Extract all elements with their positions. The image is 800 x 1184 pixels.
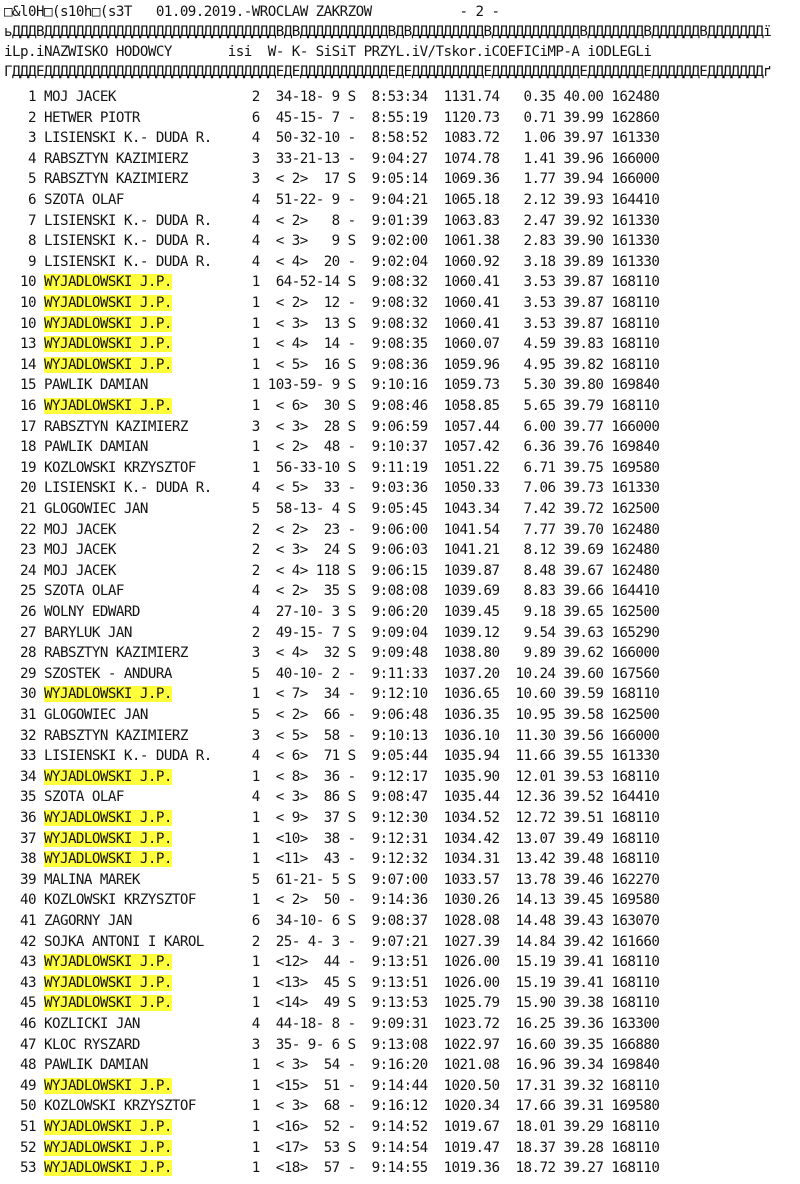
table-row: [4, 272, 659, 292]
breeder-name: WOLNY EDWARD: [43, 604, 140, 620]
row-values: 1 < 9> 37 S 9:12:30 1034.52 12.72 39.51 168110: [235, 810, 660, 826]
breeder-name: LISIENSKI K.- DUDA R.: [43, 233, 212, 250]
table-row: [4, 829, 659, 849]
row-position: 46: [4, 1016, 44, 1032]
row-values: 4 < 6> 71 S 9:05:44 1035.94 11.66 39.55 161330: [235, 748, 660, 765]
row-position: 40: [4, 892, 44, 909]
breeder-name: KOZLOWSKI KRZYSZTOF: [43, 459, 196, 476]
breeder-name: LISIENSKI K.- DUDA R.: [43, 212, 212, 229]
table-row: [4, 417, 659, 437]
row-values: 2 < 2> 23 - 9:06:00 1041.54 7.77 39.70 162480: [235, 521, 660, 538]
row-values: 5 61-21- 5 S 9:07:00 1033.57 13.78 39.46 162270: [235, 871, 660, 888]
row-spacer: [124, 789, 236, 805]
row-values: 5 < 2> 66 - 9:06:48 1036.35 10.95 39.58 162500: [235, 707, 660, 723]
row-spacer: [140, 1016, 236, 1032]
row-spacer: [172, 295, 236, 311]
breeder-name: MOJ JACEK: [43, 562, 116, 579]
table-row: [4, 375, 659, 395]
table-row: [4, 746, 659, 766]
row-spacer: [172, 831, 236, 847]
table-row: [4, 870, 659, 890]
table-row: [4, 602, 659, 622]
row-values: 1 < 2> 48 - 9:10:37 1057.42 6.36 39.76 169840: [235, 439, 660, 456]
row-position: 37: [4, 830, 44, 847]
table-row: [4, 664, 659, 684]
row-position: 1: [4, 89, 44, 105]
table-row: [4, 993, 659, 1013]
row-position: 53: [4, 1160, 44, 1177]
row-spacer: [212, 233, 236, 249]
row-spacer: [140, 1037, 236, 1053]
row-values: 3 < 5> 58 - 9:10:13 1036.10 11.30 39.56 166000: [235, 727, 660, 744]
table-row: [4, 1055, 659, 1075]
table-border-top: ьДДДВДДДДДДДДДДДДДДДДДДДДДДДДДДДДДВДВДДДДДДДДДДДВДВДДДДДДДДДВДДДДДДДДДДДВДДДДДДДВДДДДДДВДДДДДДДї: [4, 24, 772, 40]
breeder-name: KLOC RYSZARD: [43, 1036, 140, 1053]
row-spacer: [172, 316, 236, 332]
row-spacer: [196, 892, 236, 908]
row-position: 13: [4, 336, 44, 353]
table-row: [4, 211, 659, 231]
breeder-name: WYJADLOWSKI J.P.: [43, 954, 172, 971]
row-position: 10: [4, 315, 44, 332]
table-row: [4, 808, 659, 828]
row-spacer: [172, 274, 236, 290]
breeder-name: RABSZTYN KAZIMIERZ: [43, 727, 188, 744]
breeder-name: PAWLIK DAMIAN: [43, 377, 148, 394]
row-position: 7: [4, 212, 44, 229]
table-row: [4, 128, 659, 148]
breeder-name: WYJADLOWSKI J.P.: [43, 830, 172, 847]
breeder-name: WYJADLOWSKI J.P.: [43, 768, 172, 785]
row-position: 6: [4, 192, 44, 208]
row-spacer: [116, 89, 236, 105]
table-row: [4, 726, 659, 746]
row-position: 52: [4, 1139, 44, 1156]
row-values: 1 <15> 51 - 9:14:44 1020.50 17.31 39.32 168110: [235, 1077, 660, 1094]
row-values: 2 < 3> 24 S 9:06:03 1041.21 8.12 39.69 162480: [235, 542, 660, 559]
breeder-name: SZOTA OLAF: [43, 583, 124, 600]
row-values: 5 58-13- 4 S 9:05:45 1043.34 7.42 39.72 162500: [235, 501, 660, 517]
row-spacer: [188, 728, 236, 744]
table-row: [4, 1138, 659, 1158]
breeder-name: WYJADLOWSKI J.P.: [43, 1139, 172, 1156]
row-position: 32: [4, 727, 44, 744]
row-values: 4 50-32-10 - 8:58:52 1083.72 1.06 39.97 161330: [235, 130, 660, 147]
row-values: 1 < 3> 13 S 9:08:32 1060.41 3.53 39.87 168110: [235, 315, 660, 332]
row-values: 1 56-33-10 S 9:11:19 1051.22 6.71 39.75 169580: [235, 459, 660, 476]
table-row: [4, 1076, 659, 1096]
row-position: 15: [4, 377, 44, 394]
row-position: 45: [4, 995, 44, 1012]
row-position: 22: [4, 521, 44, 538]
row-spacer: [140, 872, 236, 888]
row-values: 1 <10> 38 - 9:12:31 1034.42 13.07 39.49 168110: [235, 830, 660, 847]
table-row: [4, 478, 659, 498]
breeder-name: WYJADLOWSKI J.P.: [43, 974, 172, 991]
row-position: 36: [4, 810, 44, 826]
row-position: 2: [4, 109, 44, 126]
row-position: 17: [4, 418, 44, 435]
row-position: 4: [4, 150, 44, 167]
table-row: [4, 684, 659, 704]
row-spacer: [140, 604, 236, 620]
row-position: 49: [4, 1077, 44, 1094]
row-position: 47: [4, 1036, 44, 1053]
row-spacer: [212, 213, 236, 229]
row-spacer: [132, 913, 236, 929]
table-row: [4, 355, 659, 375]
breeder-name: WYJADLOWSKI J.P.: [43, 851, 172, 868]
row-spacer: [132, 625, 236, 641]
row-spacer: [172, 995, 236, 1011]
row-spacer: [148, 501, 236, 517]
row-spacer: [172, 810, 236, 826]
row-position: 38: [4, 851, 44, 868]
breeder-name: LISIENSKI K.- DUDA R.: [43, 253, 212, 270]
row-spacer: [172, 1119, 236, 1135]
row-spacer: [188, 645, 236, 661]
row-position: 27: [4, 624, 44, 641]
row-position: 43: [4, 974, 44, 991]
table-row: [4, 149, 659, 169]
row-spacer: [148, 707, 236, 723]
row-position: 43: [4, 954, 44, 971]
row-values: 1 <18> 57 - 9:14:55 1019.36 18.72 39.27 168110: [235, 1160, 660, 1177]
row-position: 34: [4, 768, 44, 785]
breeder-name: SZOSTEK - ANDURA: [43, 665, 172, 682]
breeder-name: WYJADLOWSKI J.P.: [43, 995, 172, 1012]
row-spacer: [148, 1057, 236, 1073]
row-spacer: [212, 480, 236, 496]
table-row: [4, 849, 659, 869]
row-values: 1 < 2> 50 - 9:14:36 1030.26 14.13 39.45 169580: [235, 892, 660, 909]
table-row: [4, 437, 659, 457]
breeder-name: WYJADLOWSKI J.P.: [43, 1119, 172, 1135]
table-row: [4, 231, 659, 251]
row-values: 1 <14> 49 S 9:13:53 1025.79 15.90 39.38 168110: [235, 995, 660, 1012]
row-spacer: [172, 336, 236, 352]
row-values: 4 51-22- 9 - 9:04:21 1065.18 2.12 39.93 164410: [235, 192, 660, 208]
breeder-name: RABSZTYN KAZIMIERZ: [43, 150, 188, 167]
row-position: 10: [4, 295, 44, 311]
row-values: 4 < 3> 9 S 9:02:00 1061.38 2.83 39.90 161330: [235, 233, 660, 250]
row-values: 1 < 7> 34 - 9:12:10 1036.65 10.60 39.59 168110: [235, 686, 660, 703]
table-row: [4, 540, 659, 560]
row-values: 4 < 2> 8 - 9:01:39 1063.83 2.47 39.92 161330: [235, 212, 660, 229]
breeder-name: MOJ JACEK: [43, 89, 116, 105]
row-position: 19: [4, 459, 44, 476]
row-position: 16: [4, 398, 44, 414]
table-row: [4, 1158, 659, 1178]
row-position: 42: [4, 933, 44, 950]
breeder-name: SZOTA OLAF: [43, 789, 124, 806]
table-row: [4, 169, 659, 189]
table-row: [4, 932, 659, 952]
row-values: 1 <11> 43 - 9:12:32 1034.31 13.42 39.48 168110: [235, 851, 660, 868]
breeder-name: RABSZTYN KAZIMIERZ: [43, 418, 188, 435]
breeder-name: WYJADLOWSKI J.P.: [43, 274, 172, 291]
breeder-name: LISIENSKI K.- DUDA R.: [43, 130, 212, 147]
breeder-name: KOZLOWSKI KRZYSZTOF: [43, 1098, 196, 1115]
row-spacer: [212, 130, 236, 146]
row-spacer: [188, 419, 236, 435]
table-row: [4, 787, 659, 807]
breeder-name: WYJADLOWSKI J.P.: [43, 1160, 172, 1177]
row-values: 6 34-10- 6 S 9:08:37 1028.08 14.48 39.43 163070: [235, 913, 660, 929]
row-spacer: [212, 748, 236, 764]
row-spacer: [172, 686, 236, 702]
row-spacer: [212, 254, 236, 270]
row-position: 35: [4, 789, 44, 806]
row-values: 1 < 8> 36 - 9:12:17 1035.90 12.01 39.53 168110: [235, 768, 660, 785]
table-row: [4, 293, 659, 313]
row-position: 23: [4, 542, 44, 559]
breeder-name: RABSZTYN KAZIMIERZ: [43, 645, 188, 662]
row-spacer: [188, 151, 236, 167]
row-position: 3: [4, 130, 44, 147]
table-row: [4, 190, 659, 210]
row-position: 26: [4, 604, 44, 620]
row-spacer: [196, 460, 236, 476]
row-spacer: [204, 934, 236, 950]
row-values: 1 < 3> 54 - 9:16:20 1021.08 16.96 39.34 169840: [235, 1057, 660, 1074]
row-spacer: [172, 975, 236, 991]
breeder-name: MOJ JACEK: [43, 542, 116, 559]
breeder-name: WYJADLOWSKI J.P.: [43, 810, 172, 826]
table-row: [4, 952, 659, 972]
table-row: [4, 623, 659, 643]
table-row: [4, 561, 659, 581]
breeder-name: WYJADLOWSKI J.P.: [43, 356, 172, 373]
breeder-name: SOJKA ANTONI I KAROL: [43, 933, 204, 950]
table-row: [4, 499, 659, 519]
row-position: 30: [4, 686, 44, 703]
row-spacer: [196, 1098, 236, 1114]
row-position: 25: [4, 583, 44, 600]
row-position: 21: [4, 501, 44, 517]
row-spacer: [172, 398, 236, 414]
table-row: [4, 1117, 659, 1137]
row-spacer: [172, 1140, 236, 1156]
breeder-name: WYJADLOWSKI J.P.: [43, 398, 172, 414]
table-row: [4, 643, 659, 663]
table-row: [4, 1035, 659, 1055]
row-spacer: [148, 439, 236, 455]
row-position: 18: [4, 439, 44, 456]
breeder-name: WYJADLOWSKI J.P.: [43, 295, 172, 311]
breeder-name: MOJ JACEK: [43, 521, 116, 538]
row-values: 4 < 2> 35 S 9:08:08 1039.69 8.83 39.66 164410: [235, 583, 660, 600]
row-spacer: [116, 522, 236, 538]
row-values: 1 < 2> 12 - 9:08:32 1060.41 3.53 39.87 168110: [235, 295, 660, 311]
breeder-name: BARYLUK JAN: [43, 624, 132, 641]
table-row: [4, 1014, 659, 1034]
table-row: [4, 314, 659, 334]
breeder-name: LISIENSKI K.- DUDA R.: [43, 748, 212, 765]
row-values: 4 < 3> 86 S 9:08:47 1035.44 12.36 39.52 164410: [235, 789, 660, 806]
table-row: [4, 705, 659, 725]
row-position: 41: [4, 913, 44, 929]
table-row: [4, 1096, 659, 1116]
breeder-name: HETWER PIOTR: [43, 109, 140, 126]
row-values: 3 < 4> 32 S 9:09:48 1038.80 9.89 39.62 166000: [235, 645, 660, 662]
row-spacer: [116, 563, 236, 579]
breeder-name: RABSZTYN KAZIMIERZ: [43, 171, 188, 188]
row-spacer: [140, 110, 236, 126]
row-spacer: [188, 171, 236, 187]
row-values: 2 49-15- 7 S 9:09:04 1039.12 9.54 39.63 165290: [235, 624, 660, 641]
breeder-name: SZOTA OLAF: [43, 192, 124, 208]
row-position: 10: [4, 274, 44, 291]
row-position: 29: [4, 665, 44, 682]
row-spacer: [172, 769, 236, 785]
row-spacer: [172, 666, 236, 682]
row-values: 1 64-52-14 S 9:08:32 1060.41 3.53 39.87 168110: [235, 274, 660, 291]
row-spacer: [172, 1160, 236, 1176]
table-row: [4, 767, 659, 787]
row-values: 4 44-18- 8 - 9:09:31 1023.72 16.25 39.36 163300: [235, 1016, 660, 1032]
table-row: [4, 396, 659, 416]
row-values: 2 34-18- 9 S 8:53:34 1131.74 0.35 40.00 162480: [235, 89, 660, 105]
row-position: 8: [4, 233, 44, 250]
row-values: 1 < 5> 16 S 9:08:36 1059.96 4.95 39.82 168110: [235, 356, 660, 373]
table-row: [4, 581, 659, 601]
row-spacer: [148, 377, 236, 393]
row-values: 5 40-10- 2 - 9:11:33 1037.20 10.24 39.60 167560: [235, 665, 660, 682]
breeder-name: KOZLOWSKI KRZYSZTOF: [43, 892, 196, 909]
row-values: 1 <12> 44 - 9:13:51 1026.00 15.19 39.41 168110: [235, 954, 660, 971]
table-row: [4, 973, 659, 993]
row-position: 20: [4, 480, 44, 497]
row-values: 2 25- 4- 3 - 9:07:21 1027.39 14.84 39.42 161660: [235, 933, 660, 950]
row-values: 1 < 4> 14 - 9:08:35 1060.07 4.59 39.83 168110: [235, 336, 660, 353]
row-spacer: [172, 1078, 236, 1094]
row-values: 1 < 3> 68 - 9:16:12 1020.34 17.66 39.31 169580: [235, 1098, 660, 1115]
row-values: 4 < 5> 33 - 9:03:36 1050.33 7.06 39.73 161330: [235, 480, 660, 497]
row-values: 3 33-21-13 - 9:04:27 1074.78 1.41 39.96 166000: [235, 150, 660, 167]
row-position: 33: [4, 748, 44, 765]
table-row: [4, 108, 659, 128]
row-values: 3 < 3> 28 S 9:06:59 1057.44 6.00 39.77 166000: [235, 418, 660, 435]
row-values: 1 <16> 52 - 9:14:52 1019.67 18.01 39.29 168110: [235, 1119, 660, 1135]
table-row: [4, 252, 659, 272]
row-spacer: [116, 542, 236, 558]
breeder-name: WYJADLOWSKI J.P.: [43, 686, 172, 703]
printout-header: □&l0H□(s10h□(s3T 01.09.2019.-WROCLAW ZAKRZOW - 2 -: [4, 4, 500, 20]
breeder-name: WYJADLOWSKI J.P.: [43, 1077, 172, 1094]
row-values: 4 < 4> 20 - 9:02:04 1060.92 3.18 39.89 161330: [235, 253, 660, 270]
row-values: 1 < 6> 30 S 9:08:46 1058.85 5.65 39.79 168110: [235, 398, 660, 414]
row-position: 9: [4, 253, 44, 270]
table-row: [4, 458, 659, 478]
row-position: 48: [4, 1057, 44, 1074]
row-position: 31: [4, 707, 44, 723]
row-position: 14: [4, 356, 44, 373]
row-spacer: [172, 954, 236, 970]
breeder-name: GLOGOWIEC JAN: [43, 707, 148, 723]
breeder-name: GLOGOWIEC JAN: [43, 501, 148, 517]
row-position: 5: [4, 171, 44, 188]
breeder-name: MALINA MAREK: [43, 871, 140, 888]
table-row: [4, 911, 659, 931]
breeder-name: KOZLICKI JAN: [43, 1016, 140, 1032]
table-row: [4, 334, 659, 354]
row-position: 51: [4, 1119, 44, 1135]
row-position: 28: [4, 645, 44, 662]
breeder-name: WYJADLOWSKI J.P.: [43, 336, 172, 353]
row-values: 3 35- 9- 6 S 9:13:08 1022.97 16.60 39.35 166880: [235, 1036, 660, 1053]
row-spacer: [124, 583, 236, 599]
row-values: 4 27-10- 3 S 9:06:20 1039.45 9.18 39.65 162500: [235, 604, 660, 620]
row-values: 1 <13> 45 S 9:13:51 1026.00 15.19 39.41 168110: [235, 974, 660, 991]
row-position: 50: [4, 1098, 44, 1115]
row-spacer: [172, 851, 236, 867]
breeder-name: PAWLIK DAMIAN: [43, 439, 148, 456]
row-values: 3 < 2> 17 S 9:05:14 1069.36 1.77 39.94 166000: [235, 171, 660, 188]
table-border-bottom: ГДДДЕДДДДДДДДДДДДДДДДДДДДДДДДДДДДДЕДЕДДДДДДДДДДДЕДЕДДДДДДДДДЕДДДДДДДДДДДЕДДДДДДДЕДДДДДДЕДДДДДДДґ: [4, 64, 772, 80]
column-headers: iLp.iNAZWISKO HODOWCY isi W- K- SiSiT PRZYL.iV/Tskor.iCOEFICiMP-A iODLEGLi: [4, 44, 652, 60]
row-values: 1 <17> 53 S 9:14:54 1019.47 18.37 39.28 168110: [235, 1139, 660, 1156]
table-row: [4, 520, 659, 540]
table-row: [4, 890, 659, 910]
breeder-name: WYJADLOWSKI J.P.: [43, 315, 172, 332]
row-values: 2 < 4> 118 S 9:06:15 1039.87 8.48 39.67 162480: [235, 562, 660, 579]
row-spacer: [124, 192, 236, 208]
row-spacer: [172, 357, 236, 373]
row-position: 24: [4, 562, 44, 579]
breeder-name: PAWLIK DAMIAN: [43, 1057, 148, 1074]
row-values: 6 45-15- 7 - 8:55:19 1120.73 0.71 39.99 162860: [235, 109, 660, 126]
row-position: 39: [4, 871, 44, 888]
breeder-name: ZAGORNY JAN: [43, 913, 132, 929]
row-values: 1 103-59- 9 S 9:10:16 1059.73 5.30 39.80 169840: [235, 377, 660, 394]
table-row: [4, 87, 659, 107]
breeder-name: LISIENSKI K.- DUDA R.: [43, 480, 212, 497]
